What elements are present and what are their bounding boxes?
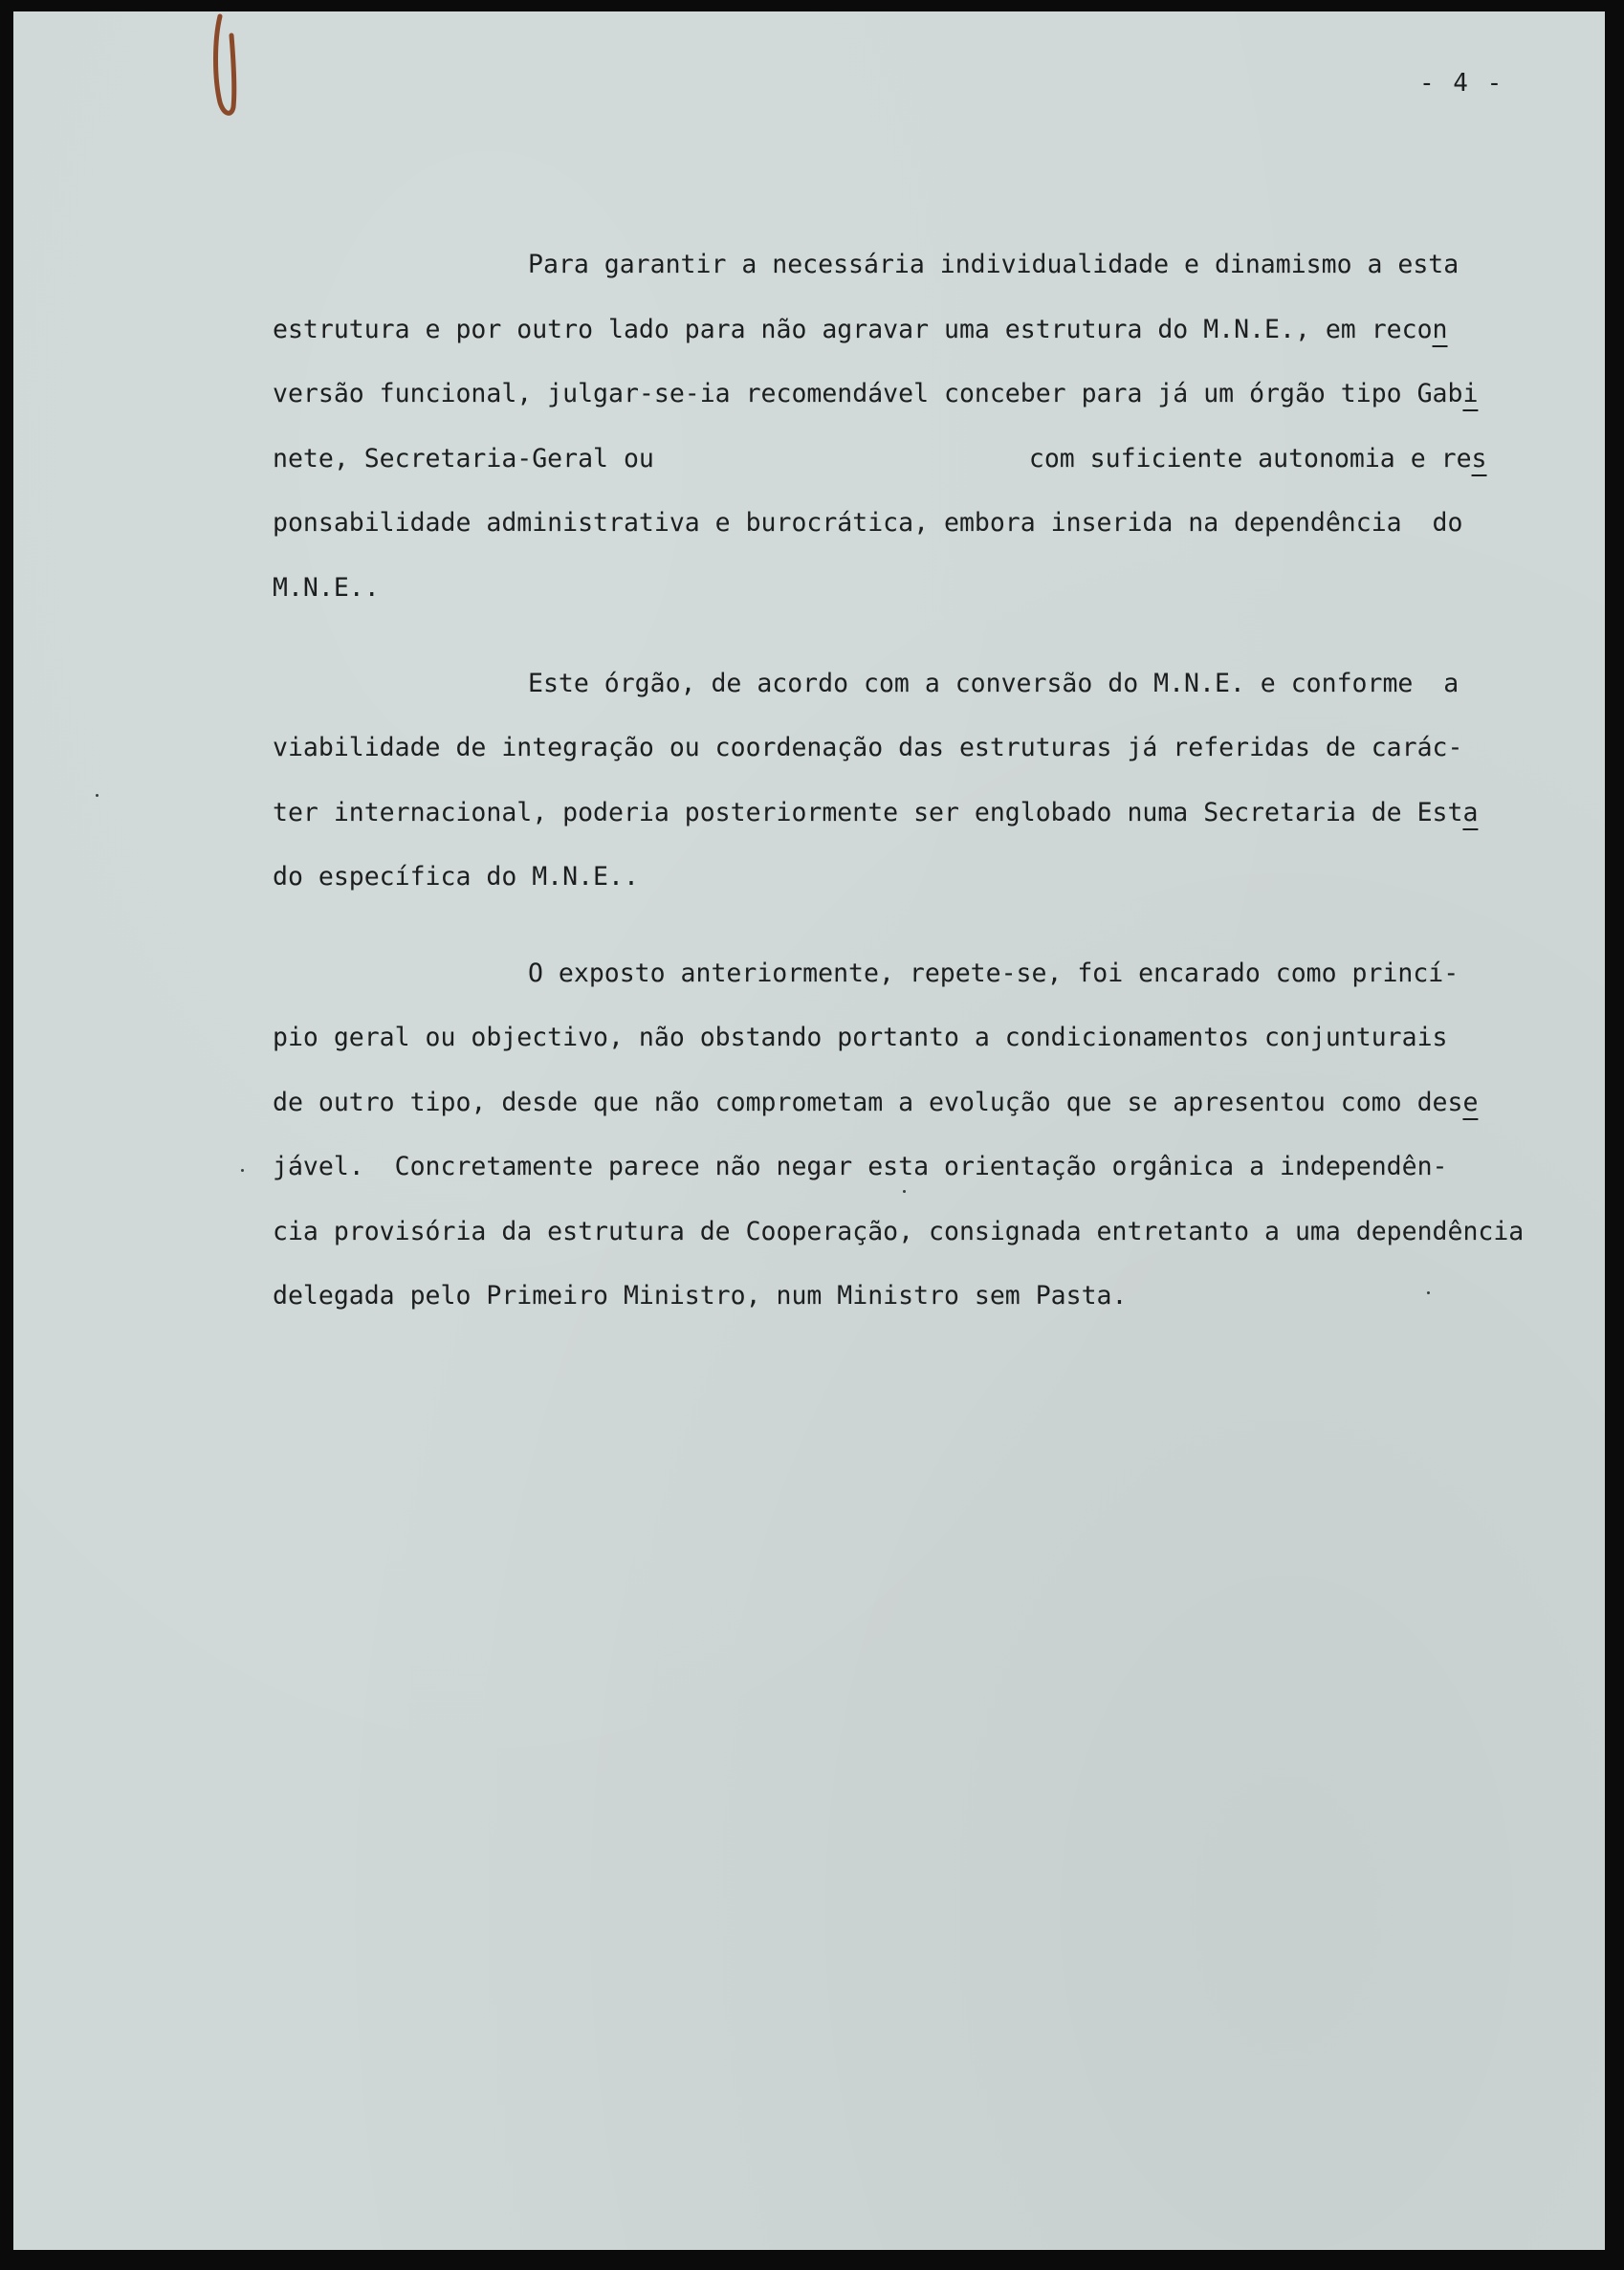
text-run: versão funcional, julgar-se-ia recomendável conceber para já um órgão tipo Gab [273,379,1463,408]
dust-speck [1427,1291,1430,1294]
text-run: estrutura e por outro lado para não agravar uma estrutura do M.N.E., em reco [273,315,1433,344]
paragraph1-line6: M.N.E.. [273,573,380,603]
paragraph3-line4: jável. Concretamente parece não negar esta orientação orgânica a independên- [273,1152,1448,1181]
paragraph3-line6: delegada pelo Primeiro Ministro, num Ministro sem Pasta. [273,1281,1128,1311]
paragraph1-line2 [273,315,1448,344]
paragraph1-line1: Para garantir a necessária individualidade e dinamismo a esta [528,250,1459,279]
underlined-syllable: n [1432,315,1448,344]
underlined-syllable: s [1471,444,1487,474]
underlined-syllable: e [1462,1088,1479,1117]
underlined-syllable: i [1462,379,1479,408]
text-run: nete, Secretaria-Geral ou [273,444,654,474]
paragraph1-line4 [273,444,1487,474]
text-run: com suficiente autonomia e re [1028,444,1472,474]
paragraph3-line2: pio geral ou objectivo, não obstando portanto a condicionamentos conjunturais [273,1023,1448,1052]
text-run: ter internacional, poderia posteriormente ser englobado numa Secretaria de Est [273,798,1463,827]
dust-speck [903,1190,906,1193]
paragraph3-line5: cia provisória da estrutura de Cooperação, consignada entretanto a uma dependência [273,1217,1525,1246]
paragraph1-line3 [273,379,1479,408]
text-run: de outro tipo, desde que não comprometam a evolução que se apresentou como des [273,1088,1463,1117]
paragraph2-line4: do específica do M.N.E.. [273,862,639,892]
underlined-syllable: a [1462,798,1479,827]
paragraph2-line3 [273,798,1479,827]
paragraph3-line3 [273,1088,1479,1117]
document-page [13,11,1605,2250]
paragraph3-line1: O exposto anteriormente, repete-se, foi encarado como princí- [528,959,1459,988]
paragraph2-line2: viabilidade de integração ou coordenação das estruturas já referidas de carác- [273,733,1463,762]
page-number: - 4 - [1419,69,1504,98]
paragraph2-line1: Este órgão, de acordo com a conversão do M.N.E. e conforme a [528,669,1459,698]
dust-speck [241,1169,244,1172]
paragraph1-line5: ponsabilidade administrativa e burocrática, embora inserida na dependência do [273,508,1463,538]
dust-speck [96,794,99,797]
paper-clip-stain [210,11,239,126]
